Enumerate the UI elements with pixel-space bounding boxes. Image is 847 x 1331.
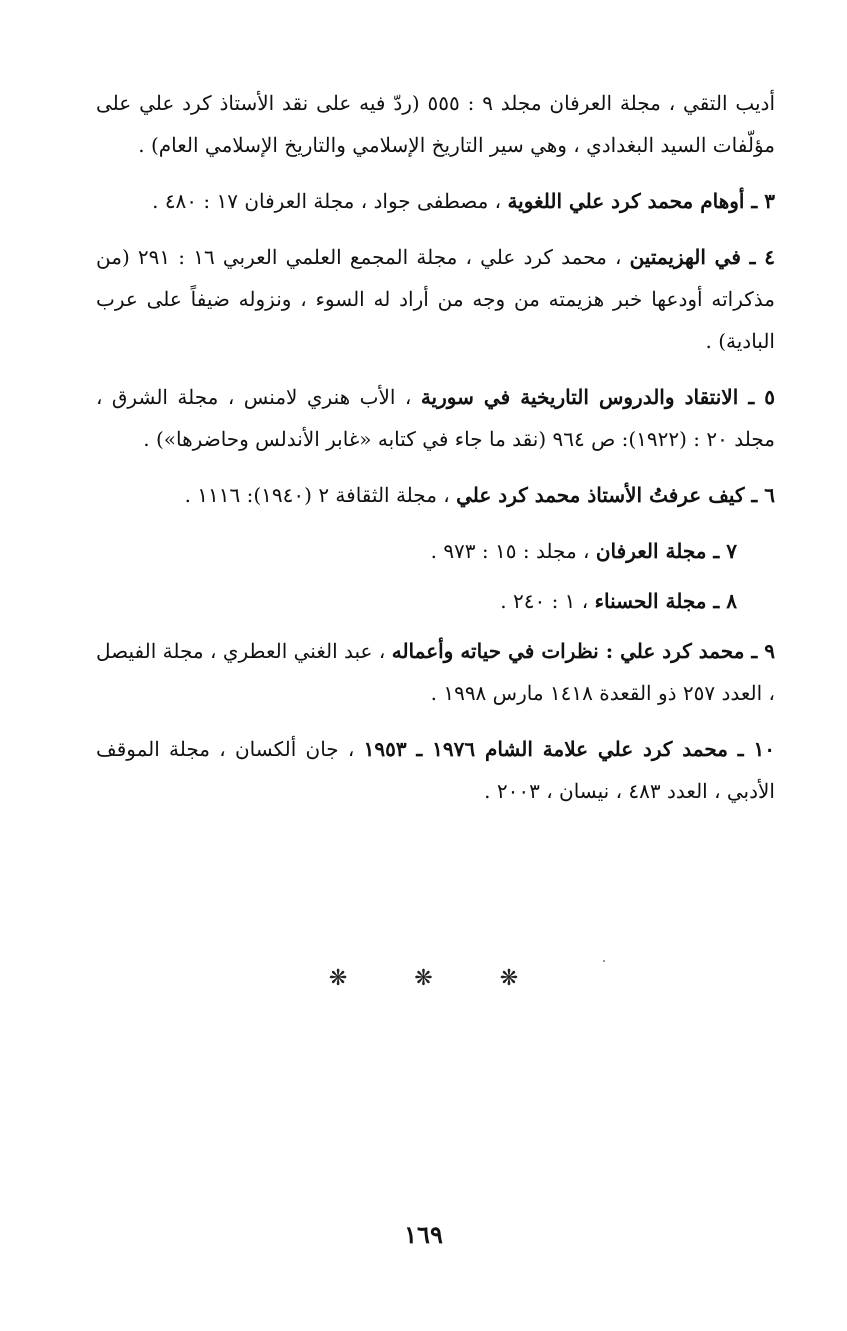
speck-mark [603,960,605,962]
list-item [96,82,775,166]
entry-title: ١٠ ـ محمد كرد علي علامة الشام ١٩٧٦ ـ ١٩٥٣ [363,737,775,761]
list-item [96,630,775,714]
section-ornament: ❋ ❋ ❋ [328,966,549,991]
list-item [96,728,775,812]
list-item [96,580,775,622]
entry-text: ، جان ألكسان ، مجلة الموقف الأدبي ، العدد ٤٨٣ ، نيسان ، ٢٠٠٣ . [96,737,775,803]
list-item [96,376,775,460]
entry-text: ، محمد كرد علي ، مجلة المجمع العلمي العربي ١٦ : ٢٩١ (من مذكراته أودعها خبر هزيمته من وجه من أراد له السوء ، ونزوله ضيفاً على عرب البادية) . [96,245,775,353]
list-item [96,180,775,222]
entry-text: ، الأب هنري لامنس ، مجلة الشرق ، مجلد ٢٠ : (١٩٢٢): ص ٩٦٤ (نقد ما جاء في كتابه «غابر الأندلس وحاضرها») . [96,385,775,451]
entry-title: ٧ ـ مجلة العرفان [595,539,737,563]
list-item [96,530,775,572]
entry-title: ٩ ـ محمد كرد علي : نظرات في حياته وأعماله [391,639,775,663]
page-number: ١٦٩ [404,1220,443,1249]
entry-title: ٤ ـ في الهزيمتين [629,245,776,269]
entry-text: ، مصطفى جواد ، مجلة العرفان ١٧ : ٤٨٠ . [152,189,508,213]
entry-text: أديب التقي ، مجلة العرفان مجلد ٩ : ٥٥٥ (ردّ فيه على نقد الأستاذ كرد علي على مؤلّفات السيد البغدادي ، وهي سير التاريخ الإسلامي والتاريخ الإسلامي العام) . [96,91,776,157]
list-item [96,474,775,516]
list-item [96,236,775,362]
entry-text: ، مجلد : ١٥ : ٩٧٣ . [430,539,596,563]
entry-text: ، عبد الغني العطري ، مجلة الفيصل ، العدد ٢٥٧ ذو القعدة ١٤١٨ مارس ١٩٩٨ . [96,639,775,705]
entry-title: ٥ ـ الانتقاد والدروس التاريخية في سورية [420,385,776,409]
page-body [96,82,775,826]
entry-text: ، مجلة الثقافة ٢ (١٩٤٠): ١١١٦ . [184,483,457,507]
entry-title: ٣ ـ أوهام محمد كرد علي اللغوية [507,189,775,213]
entry-title: ٨ ـ مجلة الحسناء [594,589,737,613]
entry-title: ٦ ـ كيف عرفتُ الأستاذ محمد كرد علي [456,483,775,507]
entry-text: ، ١ : ٢٤٠ . [500,589,595,613]
